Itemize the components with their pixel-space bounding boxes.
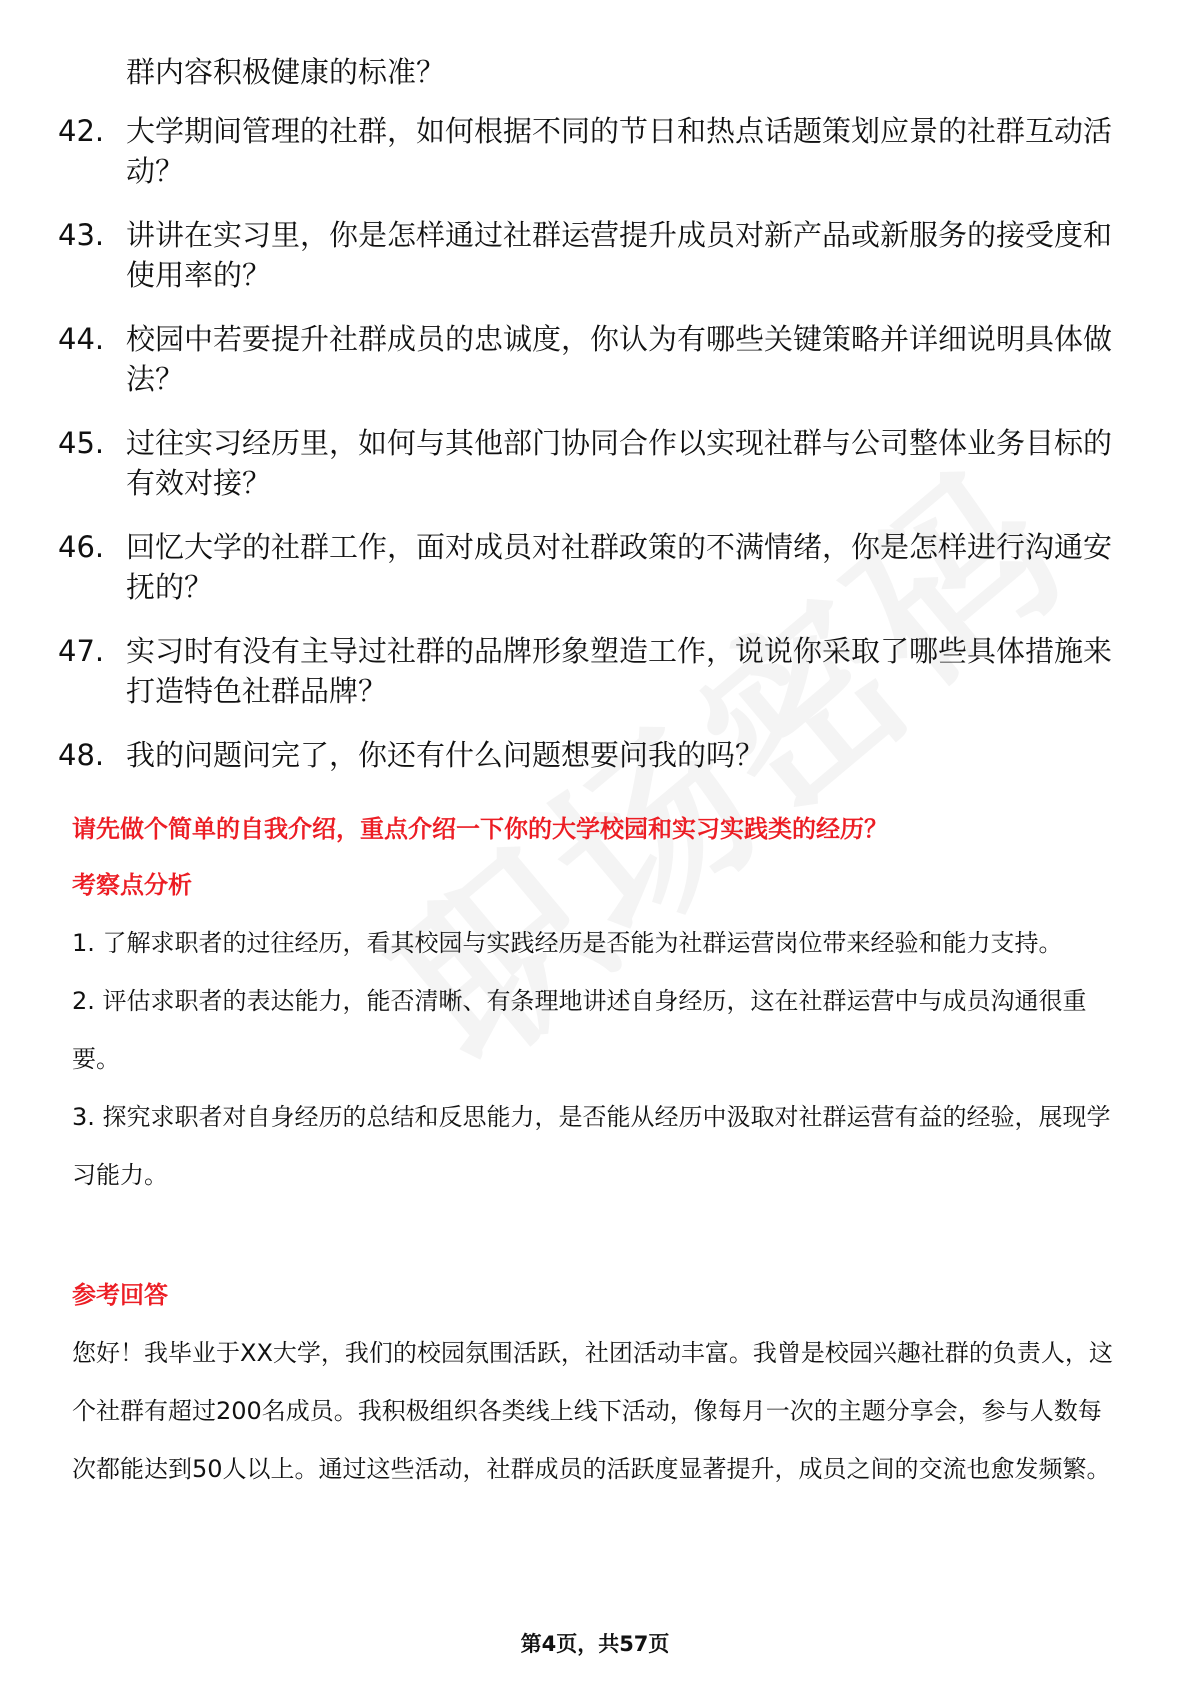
question-number: 43. [58,218,105,252]
question-number: 46. [58,530,105,564]
list-item [58,527,1118,631]
question-continuation: 群内容积极健康的标准？ [126,55,446,89]
analysis-heading: 考察点分析 [72,871,192,899]
analysis-points [72,914,1122,1204]
reference-heading: 参考回答 [72,1281,168,1309]
question-text: 回忆大学的社群工作，面对成员对社群政策的不满情绪，你是怎样进行沟通安抚的？ [126,530,1113,604]
question-text: 讲讲在实习里，你是怎样通过社群运营提升成员对新产品或新服务的接受度和使用率的？ [126,218,1113,292]
featured-question: 请先做个简单的自我介绍，重点介绍一下你的大学校园和实习实践类的经历？ [72,815,888,843]
question-text: 过往实习经历里，如何与其他部门协同合作以实现社群与公司整体业务目标的有效对接？ [126,426,1113,500]
page-footer: 第4页，共57页 [520,1632,670,1656]
list-item [58,735,1118,839]
question-text: 校园中若要提升社群成员的忠诚度，你认为有哪些关键策略并详细说明具体做法？ [126,322,1113,396]
question-text: 实习时有没有主导过社群的品牌形象塑造工作，说说你采取了哪些具体措施来打造特色社群品牌？ [126,634,1113,708]
analysis-point: 3. 探究求职者对自身经历的总结和反思能力，是否能从经历中汲取对社群运营有益的经验，展现学习能力。 [72,1103,1111,1189]
reference-answer [72,1324,1122,1498]
question-list [58,111,1118,839]
list-item [58,319,1118,423]
question-number: 44. [58,322,105,356]
question-number: 48. [58,738,105,772]
question-number: 47. [58,634,105,668]
list-item [58,215,1118,319]
reference-answer-text: 您好！我毕业于XX大学，我们的校园氛围活跃，社团活动丰富。我曾是校园兴趣社群的负责人，这个社群有超过200名成员。我积极组织各类线上线下活动，像每月一次的主题分享会，参与人数每次都能达到50人以上。通过这些活动，社群成员的活跃度显著提升，成员之间的交流也愈发频繁。 [72,1339,1113,1483]
question-text: 我的问题问完了，你还有什么问题想要问我的吗？ [126,738,765,772]
question-number: 45. [58,426,105,460]
question-text: 大学期间管理的社群，如何根据不同的节日和热点话题策划应景的社群互动活动？ [126,114,1113,188]
analysis-point: 1. 了解求职者的过往经历，看其校园与实践经历是否能为社群运营岗位带来经验和能力支持。 [72,929,1063,957]
analysis-point: 2. 评估求职者的表达能力，能否清晰、有条理地讲述自身经历，这在社群运营中与成员沟通很重要。 [72,987,1087,1073]
list-item [58,631,1118,735]
question-number: 42. [58,114,105,148]
list-item [58,111,1118,215]
list-item [58,423,1118,527]
